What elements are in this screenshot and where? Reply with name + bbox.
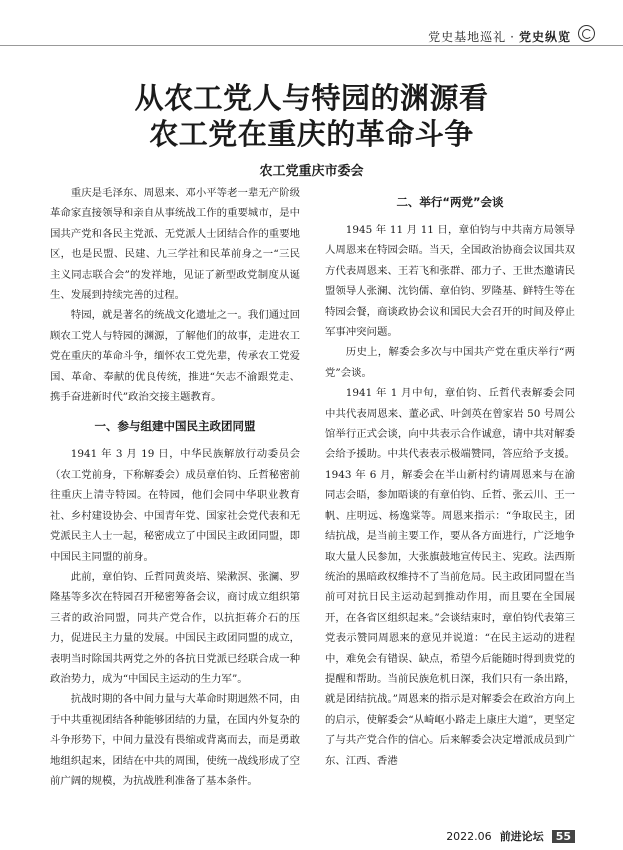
- header-separator: ·: [510, 30, 515, 44]
- section1-paragraph-3: 抗战时期的各中间力量与大革命时期迥然不同，由于中共重视团结各种能够团结的力量，在国内外复杂的斗争形势下，中间力量没有畏缩或背离而去，而是勇敢地组织起来，团结在中共的周围，使统一战线形成了空前广阔的规模，为抗战胜利准备了基本条件。: [50, 693, 300, 787]
- header-section-name: 党史纵览: [518, 30, 571, 44]
- article-title-line1: 从农工党人与特园的渊源看: [134, 81, 489, 115]
- section2-heading: 二、举行“两党”会谈: [396, 195, 504, 209]
- header-column-name: 党史基地巡礼: [428, 30, 507, 44]
- intro-paragraph-2: 特园，就是著名的统战文化遗址之一。我们通过回顾农工党人与特园的渊源，了解他们的故事，走进农工党在重庆的革命斗争，缅怀农工党先辈，传承农工党爱国、革命、奉献的优良传统，推进“矢志不渝跟党走、携手奋进新时代”政治交接主题教育。: [50, 309, 300, 404]
- section2-paragraph-3: 1941 年 1 月中旬，章伯钧、丘哲代表解委会同中共代表周恩来、董必武、叶剑英在曾家岩 50 号周公馆举行正式会谈，向中共表示合作诚意，请中共对解委会给予援助。中共代表表示极端赞同，答应给予支援。1943 年 6 月，解委会在半山新村约请周恩来与在渝同志会晤，参加晤谈的有章伯钧、丘哲、张云川、王一帆、庄明远、杨逸棠等。周恩来指示：“争取民主，团结抗战，是当前主要工作，要从各方面进行，广泛地争取大量人民参加，大张旗鼓地宣传民主、宪政。法西斯统治的黑暗政权维持不了当前危局。民主政团同盟在当前可对抗日民主运动起到推动作用，而且要在全国展开，在各省区组织起来。”会谈结束时，章伯钧代表第三党表示赞同周恩来的意见并说道：“在民主运动的进程中，难免会有错误、缺点，希望今后能随时得到贵党的提醒和帮助。当前民族危机日深，我们只有一条出路，就是团结抗战。”周恩来的指示是对解委会在政治方向上的启示，使解委会“从崎岖小路走上康庄大道”，更坚定了与共产党合作的信心。后来解委会决定增派成员到广东、江西、香港: [325, 387, 575, 767]
- spiral-logo-icon: [578, 25, 595, 42]
- issue-date: 2022.06: [446, 830, 492, 843]
- article-title-line2: 农工党在重庆的革命斗争: [149, 117, 474, 151]
- running-header-text: [428, 28, 571, 45]
- section1-paragraph-1: 1941 年 3 月 19 日，中华民族解放行动委员会（农工党前身，下称解委会）成员章伯钧、丘哲秘密前往重庆上清寺特园。在特园，他们会同中华职业教育社、乡村建设协会、中国青年党、国家社会党代表和无党派民主人士一起，秘密成立了中国民主政团同盟，即中国民主同盟的前身。: [50, 448, 300, 563]
- journal-name: 前进论坛: [499, 830, 544, 843]
- left-column: [50, 183, 300, 791]
- section1-paragraph-2: 此前，章伯钧、丘哲同黄炎培、梁漱溟、张澜、罗隆基等多次在特园召开秘密筹备会议，商讨成立组织第三者的政治同盟，同共产党合作，以抗拒蒋介石的压力，促进民主力量的发展。中国民主政团同盟的成立，表明当时除国共两党之外的各抗日党派已经联合成一种政治势力，成为“中国民主运动的生力军”。: [50, 570, 300, 685]
- section2-paragraph-1: 1945 年 11 月 11 日，章伯钧与中共南方局领导人周恩来在特园会晤。当天，全国政治协商会议国共双方代表周恩来、王若飞和张群、邵力子、王世杰邀请民盟领导人张澜、沈钧儒、章伯钧、罗隆基、鲜特生等在特园会餐，商谈政协会议和国民大会召开的时间及停止军事冲突问题。: [325, 224, 575, 339]
- section1-heading: 一、参与组建中国民主政团同盟: [94, 419, 256, 434]
- section2-paragraph-2: 历史上，解委会多次与中国共产党在重庆举行“两党”会谈。: [325, 346, 575, 379]
- right-column: [325, 183, 575, 771]
- page-footer: [446, 828, 575, 844]
- intro-paragraph-1: 重庆是毛泽东、周恩来、邓小平等老一辈无产阶级革命家直接领导和亲自从事统战工作的重要城市，是中国共产党和各民主党派、无党派人士团结合作的重要地区，也是民盟、民建、九三学社和民革前身之一“三民主义同志联合会”的发祥地，见证了新型政党制度从诞生、发展到持续完善的过程。: [50, 187, 300, 302]
- header-divider: [0, 45, 623, 46]
- article-author: 农工党重庆市委会: [259, 164, 364, 179]
- page-number: 55: [552, 830, 575, 843]
